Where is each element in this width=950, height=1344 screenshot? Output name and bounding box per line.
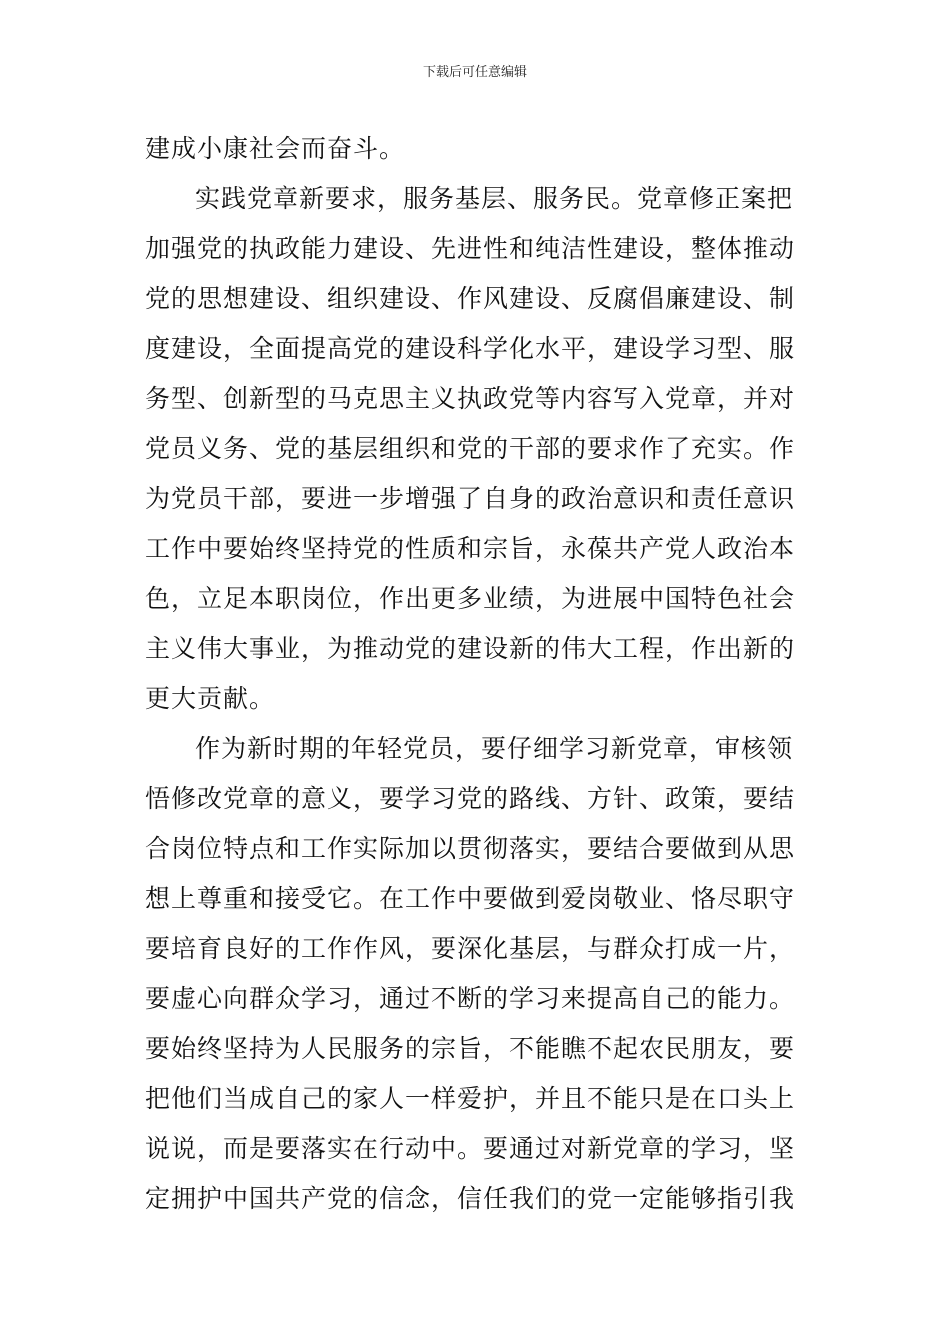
text-line: 为党员干部，要进一步增强了自身的政治意识和责任意识 bbox=[145, 484, 796, 513]
paragraph-start-line: 实践党章新要求，服务基层、服务民。党章修正案把 bbox=[195, 184, 794, 213]
text-line: 党员义务、党的基层组织和党的干部的要求作了充实。作 bbox=[145, 434, 796, 463]
text-line: 合岗位特点和工作实际加以贯彻落实，要结合要做到从思 bbox=[145, 834, 796, 863]
text-line: 要虚心向群众学习，通过不断的学习来提高自己的能力。 bbox=[145, 984, 796, 1013]
text-line: 把他们当成自己的家人一样爱护，并且不能只是在口头上 bbox=[145, 1084, 796, 1113]
text-line: 要培育良好的工作作风，要深化基层，与群众打成一片， bbox=[145, 934, 796, 963]
text-line: 想上尊重和接受它。在工作中要做到爱岗敬业、恪尽职守 bbox=[145, 884, 796, 913]
document-body bbox=[145, 124, 810, 1224]
text-line: 工作中要始终坚持党的性质和宗旨，永葆共产党人政治本 bbox=[145, 534, 796, 563]
text-line: 定拥护中国共产党的信念，信任我们的党一定能够指引我 bbox=[145, 1184, 796, 1213]
text-line: 建成小康社会而奋斗。 bbox=[145, 134, 406, 163]
text-line: 色，立足本职岗位，作出更多业绩，为进展中国特色社会 bbox=[145, 584, 796, 613]
text-line: 悟修改党章的意义，要学习党的路线、方针、政策，要结 bbox=[145, 784, 796, 813]
paragraph-start-line: 作为新时期的年轻党员，要仔细学习新党章，审核领 bbox=[195, 734, 794, 763]
text-line: 加强党的执政能力建设、先进性和纯洁性建设，整体推动 bbox=[145, 234, 796, 263]
text-line: 党的思想建设、组织建设、作风建设、反腐倡廉建设、制 bbox=[145, 284, 796, 313]
text-line: 更大贡献。 bbox=[145, 684, 276, 713]
text-line: 要始终坚持为人民服务的宗旨，不能瞧不起农民朋友，要 bbox=[145, 1034, 796, 1063]
text-line: 说说，而是要落实在行动中。要通过对新党章的学习，坚 bbox=[145, 1134, 796, 1163]
text-line: 务型、创新型的马克思主义执政党等内容写入党章，并对 bbox=[145, 384, 796, 413]
text-line: 度建设，全面提高党的建设科学化水平，建设学习型、服 bbox=[145, 334, 796, 363]
text-line: 主义伟大事业，为推动党的建设新的伟大工程，作出新的 bbox=[145, 634, 796, 663]
page-header: 下载后可任意编辑 bbox=[422, 65, 527, 80]
